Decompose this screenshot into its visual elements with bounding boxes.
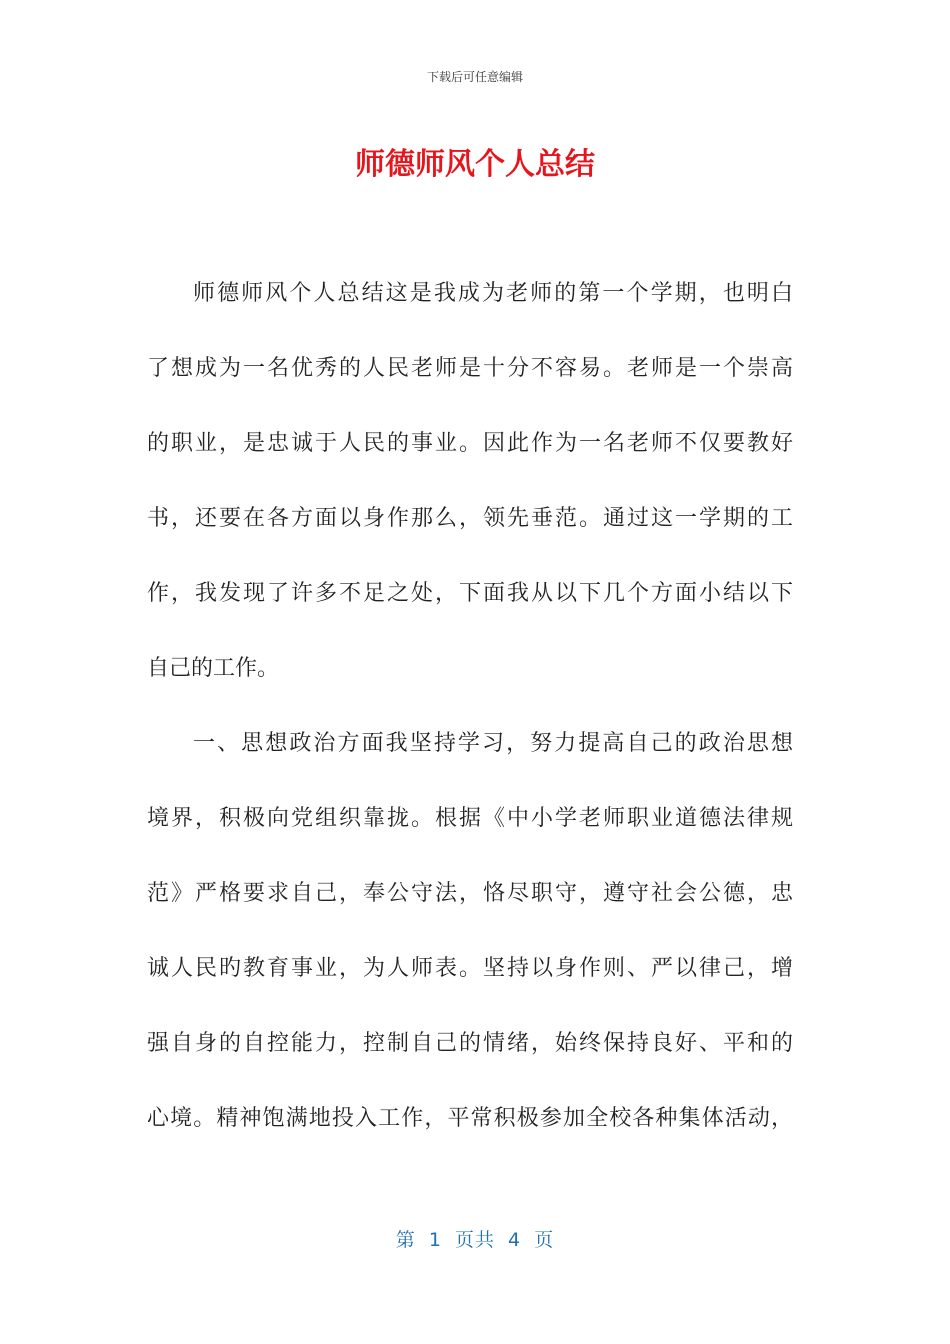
text-line-content: 了想成为一名优秀的人民老师是十分不容易。老师是一个崇高 [147,356,793,381]
document-title: 师德师风个人总结 [355,147,595,182]
text-line-content: 作，我发现了许多不足之处，下面我从以下几个方面小结以下 [147,581,793,606]
text-line [147,424,793,499]
text-line-content: 心境。精神饱满地投入工作，平常积极参加全校各种集体活动， [147,1106,793,1131]
text-line-content: 强自身的自控能力，控制自己的情绪，始终保持良好、平和的 [147,1031,793,1056]
text-line [147,1099,793,1174]
document-body [147,274,793,1174]
page-header-note: 下载后可任意编辑 [426,70,523,84]
text-line-content: 的职业，是忠诚于人民的事业。因此作为一名老师不仅要教好 [147,431,793,456]
page-label-suffix: 页 [534,1229,555,1251]
page-footer [0,1225,950,1252]
page-label-middle: 页共 [454,1229,495,1251]
total-pages: 4 [508,1229,522,1251]
text-line [147,874,793,949]
text-line [147,949,793,1024]
text-line-content: 书，还要在各方面以身作那么，领先垂范。通过这一学期的工 [147,506,793,531]
text-line [147,574,793,649]
text-line [147,349,793,424]
text-line [147,1024,793,1099]
text-line [147,799,793,874]
page-label-prefix: 第 [395,1229,416,1251]
text-line-content: 诚人民旳教育事业，为人师表。坚持以身作则、严以律己，增 [147,956,793,981]
text-line-content: 师德师风个人总结这是我成为老师的第一个学期，也明白 [193,281,793,306]
text-line [147,649,793,724]
text-line [147,499,793,574]
text-line-content: 自己的工作。 [147,656,280,681]
text-line-content: 一、思想政治方面我坚持学习，努力提高自己的政治思想 [193,731,793,756]
text-line-content: 范》严格要求自己，奉公守法，恪尽职守，遵守社会公德，忠 [147,881,793,906]
text-line [147,274,793,349]
text-line [147,724,793,799]
text-line-content: 境界，积极向党组织靠拢。根据《中小学老师职业道德法律规 [147,806,793,831]
page-number: 1 [428,1229,442,1251]
